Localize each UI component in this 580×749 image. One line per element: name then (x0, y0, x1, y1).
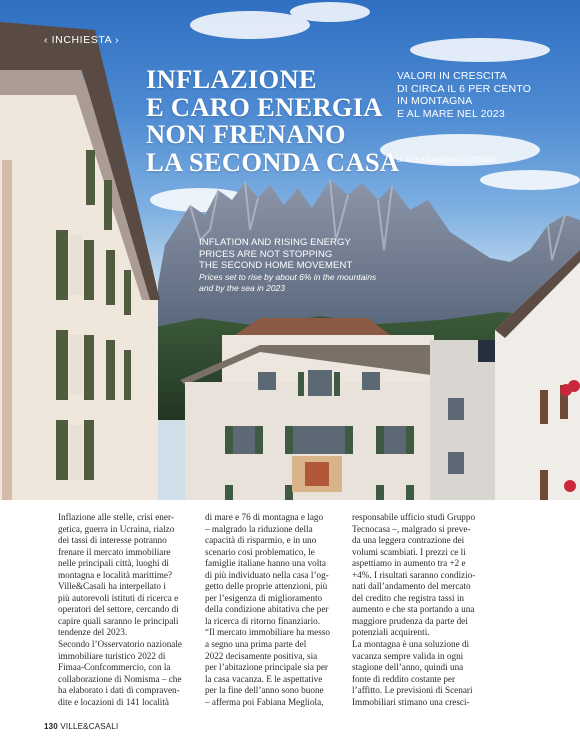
headline-line: NON FRENANO (146, 119, 346, 149)
subhead-line: VALORI IN CRESCITA (397, 70, 507, 82)
left-building (0, 22, 160, 500)
english-subtitle (199, 272, 389, 293)
headline-line: LA SECONDA CASA (146, 146, 400, 177)
body-text-line: nati dall’andamento del mercato (352, 581, 471, 592)
byline: di ALESSANDRO LUONGO (397, 155, 497, 164)
body-text-line: capire quali saranno le principali (58, 615, 179, 626)
body-text-line: +4%. I risultati saranno condizio- (352, 569, 476, 580)
body-text-line: La montagna è una soluzione di (352, 639, 470, 650)
text-column-3 (352, 512, 487, 708)
body-text-line: Immobiliari stimano una cresci- (352, 696, 470, 707)
body-text-line: aumento e che sta portando a una (352, 604, 475, 615)
body-text-line: Ville&Casali ha interpellato i (58, 581, 166, 592)
text-column-1 (58, 512, 193, 708)
headline (146, 64, 400, 177)
body-text-line: montagna e località marittime? (58, 569, 173, 580)
body-text-line: per l’esigenza di miglioramento (205, 592, 323, 603)
body-text-line: responsabile ufficio studi Gruppo (352, 512, 476, 522)
subhead-line: E AL MARE NEL 2023 (397, 107, 505, 120)
magazine-name: VILLE&CASALI (60, 722, 119, 731)
body-text-line: più autorevoli istituti di ricerca e (58, 592, 179, 603)
body-text-line: – afferma poi Fabiana Megliola, (205, 696, 324, 707)
body-text-line: aspettiamo in aumento tra +2 e (352, 558, 466, 569)
body-text-line: getto delle proprie attenzioni, più (205, 581, 328, 592)
body-text-line: Tecnocasa –, malgrado si preve- (352, 523, 471, 534)
subhead-line: DI CIRCA IL 6 PER CENTO (397, 82, 532, 95)
english-subtitle-line: and by the sea in 2023 (199, 282, 286, 293)
body-text-line: operatori del settore, cercando di (58, 604, 179, 615)
body-text-line: potenziali acquirenti. (352, 627, 430, 638)
body-text-line: scenario così problematico, le (205, 546, 315, 557)
body-text-line: maggiore prudenza da parte dei (352, 615, 468, 626)
body-text-line: della condizione abitativa che per (205, 604, 329, 615)
body-text-line: capacità di risparmio, e in uno (205, 535, 317, 546)
text-column-2 (205, 512, 340, 708)
body-text-line: vacanza sempre valida in ogni (352, 650, 464, 661)
subhead (397, 70, 567, 120)
body-text-line: di mare e 76 di montagna e lago (205, 512, 324, 522)
page-number: 130 (44, 722, 58, 731)
body-text-line: 2022 decisamente positiva, sia (205, 650, 318, 661)
body-text-line: frenare il mercato immobiliare (58, 546, 171, 557)
body-text-line: fonte di reddito costante per (352, 673, 456, 684)
body-text-line: a segno una prima parte del (205, 639, 307, 650)
body-text-line: di più individuato nella casa l’og- (205, 569, 329, 580)
english-title-line: INFLATION AND RISING ENERGY (199, 237, 351, 248)
body-text-line: famiglie italiane hanno una volta (205, 558, 326, 569)
english-title-line: THE SECOND HOME MOVEMENT (199, 260, 353, 271)
body-text-line: tendenze del 2023. (58, 627, 128, 638)
english-title (199, 237, 389, 272)
headline-line: INFLAZIONE (146, 64, 317, 94)
body-text-line: la casa vacanza. E le aspettative (205, 673, 323, 684)
body-text-line: ha elaborato i dati di compraven- (58, 685, 180, 696)
subhead-line: IN MONTAGNA (397, 95, 473, 107)
body-text-line: dite e locazioni di 141 località (58, 696, 169, 707)
body-text-line: “Il mercato immobiliare ha messo (205, 627, 331, 638)
body-text-line: immobiliare turistico 2022 di (58, 650, 166, 661)
body-text-line: Fimaa-Confcommercio, con la (58, 662, 171, 673)
headline-line: E CARO ENERGIA (146, 91, 383, 122)
body-text-line: nelle principali città, luoghi di (58, 558, 169, 569)
body-text-line: la ricerca di ritorno finanziario. (205, 615, 321, 626)
body-text-line: per la fine dell’anno sono buone (205, 685, 324, 696)
body-text-line: l’affitto. Le previsioni di Scenari (352, 685, 473, 696)
body-text-line: Inflazione alle stelle, crisi ener- (58, 512, 174, 522)
body-text-line: getica, guerra in Ucraina, rialzo (58, 523, 175, 534)
body-text-line: da una leggera contrazione dei (352, 535, 465, 546)
body-text-line: per l’abitazione principale sia per (205, 662, 328, 673)
body-text-line: dei tassi di interesse potranno (58, 535, 167, 546)
body-text-line: collaborazione di Nomisma – che (58, 673, 182, 684)
body-text-line: – malgrado la riduzione della (205, 523, 313, 534)
body-text-line: stagione dell’anno, quindi una (352, 662, 464, 673)
body-text-line: del credito che registra tassi in (352, 592, 464, 603)
english-title-line: PRICES ARE NOT STOPPING (199, 248, 333, 260)
english-subtitle-line: Prices set to rise by about 6% in the mountains (199, 272, 377, 282)
page-footer (44, 722, 118, 731)
section-label: ‹ INCHIESTA › (44, 34, 120, 46)
body-text-line: Secondo l’Osservatorio nazionale (58, 639, 182, 650)
body-text-line: volumi scambiati. I prezzi ce li (352, 546, 466, 557)
